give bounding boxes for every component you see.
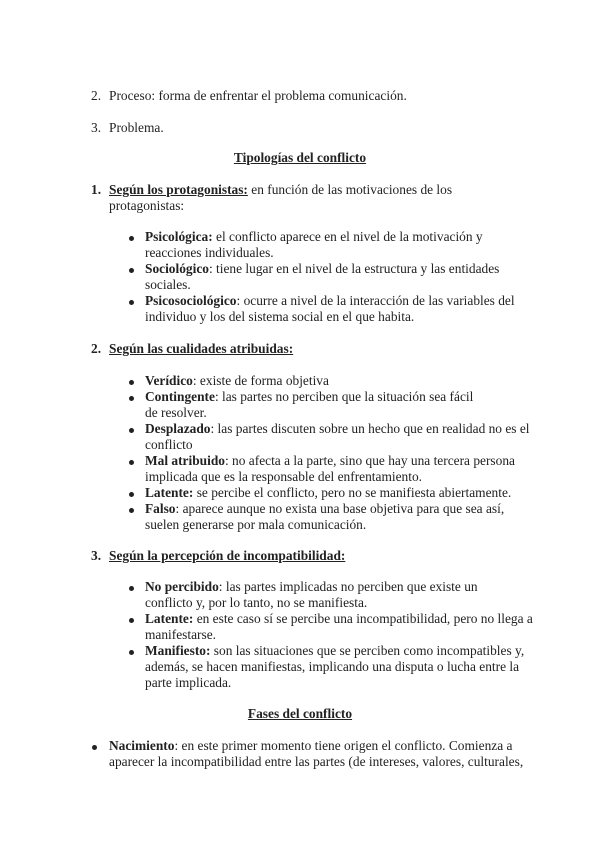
section-number: 2. bbox=[91, 341, 102, 356]
list-item-term: Sociológico bbox=[145, 261, 209, 276]
list-item-text: son las situaciones que se perciben como incompatibles y, además, se hacen manifiestas, implicando una disputa o lucha entre la parte implicada. bbox=[145, 643, 525, 690]
section-title: Según las cualidades atribuidas: bbox=[109, 341, 294, 356]
section-header bbox=[109, 341, 509, 357]
bullet-icon bbox=[129, 586, 134, 591]
section-number: 1. bbox=[91, 182, 102, 197]
section-number: 3. bbox=[91, 548, 102, 563]
list-item bbox=[145, 485, 545, 501]
list-item-term: Nacimiento bbox=[109, 738, 175, 753]
list-item bbox=[145, 453, 530, 485]
list-item-term: Verídico bbox=[145, 373, 193, 388]
section-header bbox=[109, 548, 509, 564]
list-item-term: Falso bbox=[145, 501, 176, 516]
bullet-icon bbox=[129, 492, 134, 497]
list-item-text: en este caso sí se percibe una incompatibilidad, pero no llega a manifestarse. bbox=[145, 611, 533, 642]
section-header bbox=[109, 182, 509, 214]
list-item-term: Desplazado bbox=[145, 421, 211, 436]
list-item-text: se percibe el conflicto, pero no se manifiesta abiertamente. bbox=[193, 485, 512, 500]
list-item bbox=[145, 421, 530, 453]
list-item bbox=[109, 738, 529, 770]
list-item-term: No percibido bbox=[145, 579, 219, 594]
bullet-icon bbox=[129, 300, 134, 305]
bullet-icon bbox=[129, 396, 134, 401]
intro-item-number: 3. bbox=[91, 120, 102, 135]
intro-item-text: Problema. bbox=[109, 120, 164, 135]
bullet-icon bbox=[129, 428, 134, 433]
list-item-text: : ocurre a nivel de la interacción de las variables del individuo y los del sistema social en el que habita. bbox=[145, 293, 515, 324]
list-item bbox=[145, 229, 495, 261]
list-item-text: : en este primer momento tiene origen el conflicto. Comienza a aparecer la incompatibilidad entre las partes (de intereses, valores, culturales, bbox=[109, 738, 524, 769]
list-item bbox=[145, 373, 505, 389]
list-item-text: : no afecta a la parte, sino que hay una tercera persona implicada que es la responsable del enfrentamiento. bbox=[145, 453, 515, 484]
list-item bbox=[145, 501, 515, 533]
section-title: Según los protagonistas: bbox=[109, 182, 248, 197]
bullet-icon bbox=[129, 618, 134, 623]
section-title: Según la percepción de incompatibilidad: bbox=[109, 548, 346, 563]
section-description: en función de las motivaciones de los protagonistas: bbox=[109, 182, 453, 213]
list-item-text: : las partes discuten sobre un hecho que en realidad no es el conflicto bbox=[145, 421, 530, 452]
list-item-text: : las partes no perciben que la situación sea fácil de resolver. bbox=[145, 389, 474, 420]
bullet-icon bbox=[129, 460, 134, 465]
bullet-icon bbox=[129, 380, 134, 385]
list-item-term: Contingente bbox=[145, 389, 215, 404]
list-item-text: el conflicto aparece en el nivel de la motivación y reacciones individuales. bbox=[145, 229, 483, 260]
heading-fases: Fases del conflicto bbox=[247, 706, 353, 721]
list-item bbox=[145, 293, 530, 325]
list-item-term: Mal atribuido bbox=[145, 453, 225, 468]
bullet-icon bbox=[129, 268, 134, 273]
list-item-term: Psicosociológico bbox=[145, 293, 237, 308]
list-item bbox=[145, 261, 505, 293]
list-item bbox=[145, 389, 485, 421]
list-item-term: Manifiesto: bbox=[145, 643, 211, 658]
bullet-icon bbox=[129, 508, 134, 513]
intro-item-text: Proceso: forma de enfrentar el problema comunicación. bbox=[109, 88, 407, 103]
bullet-icon bbox=[129, 236, 134, 241]
list-item-term: Psicológica: bbox=[145, 229, 213, 244]
list-item bbox=[145, 611, 535, 643]
list-item-text: : las partes implicadas no perciben que existe un conflicto y, por lo tanto, no se manifiesta. bbox=[145, 579, 478, 610]
list-item-text: : tiene lugar en el nivel de la estructura y las entidades sociales. bbox=[145, 261, 500, 292]
heading-tipologias: Tipologías del conflicto bbox=[233, 150, 367, 165]
intro-item-number: 2. bbox=[91, 88, 102, 103]
list-item bbox=[145, 643, 530, 691]
bullet-icon bbox=[92, 745, 97, 750]
list-item bbox=[145, 579, 495, 611]
list-item-text: : aparece aunque no exista una base objetiva para que sea así, suelen generarse por mala comunicación. bbox=[145, 501, 505, 532]
list-item-term: Latente: bbox=[145, 611, 194, 626]
list-item-term: Latente: bbox=[145, 485, 194, 500]
list-item-text: : existe de forma objetiva bbox=[192, 373, 329, 388]
bullet-icon bbox=[129, 650, 134, 655]
